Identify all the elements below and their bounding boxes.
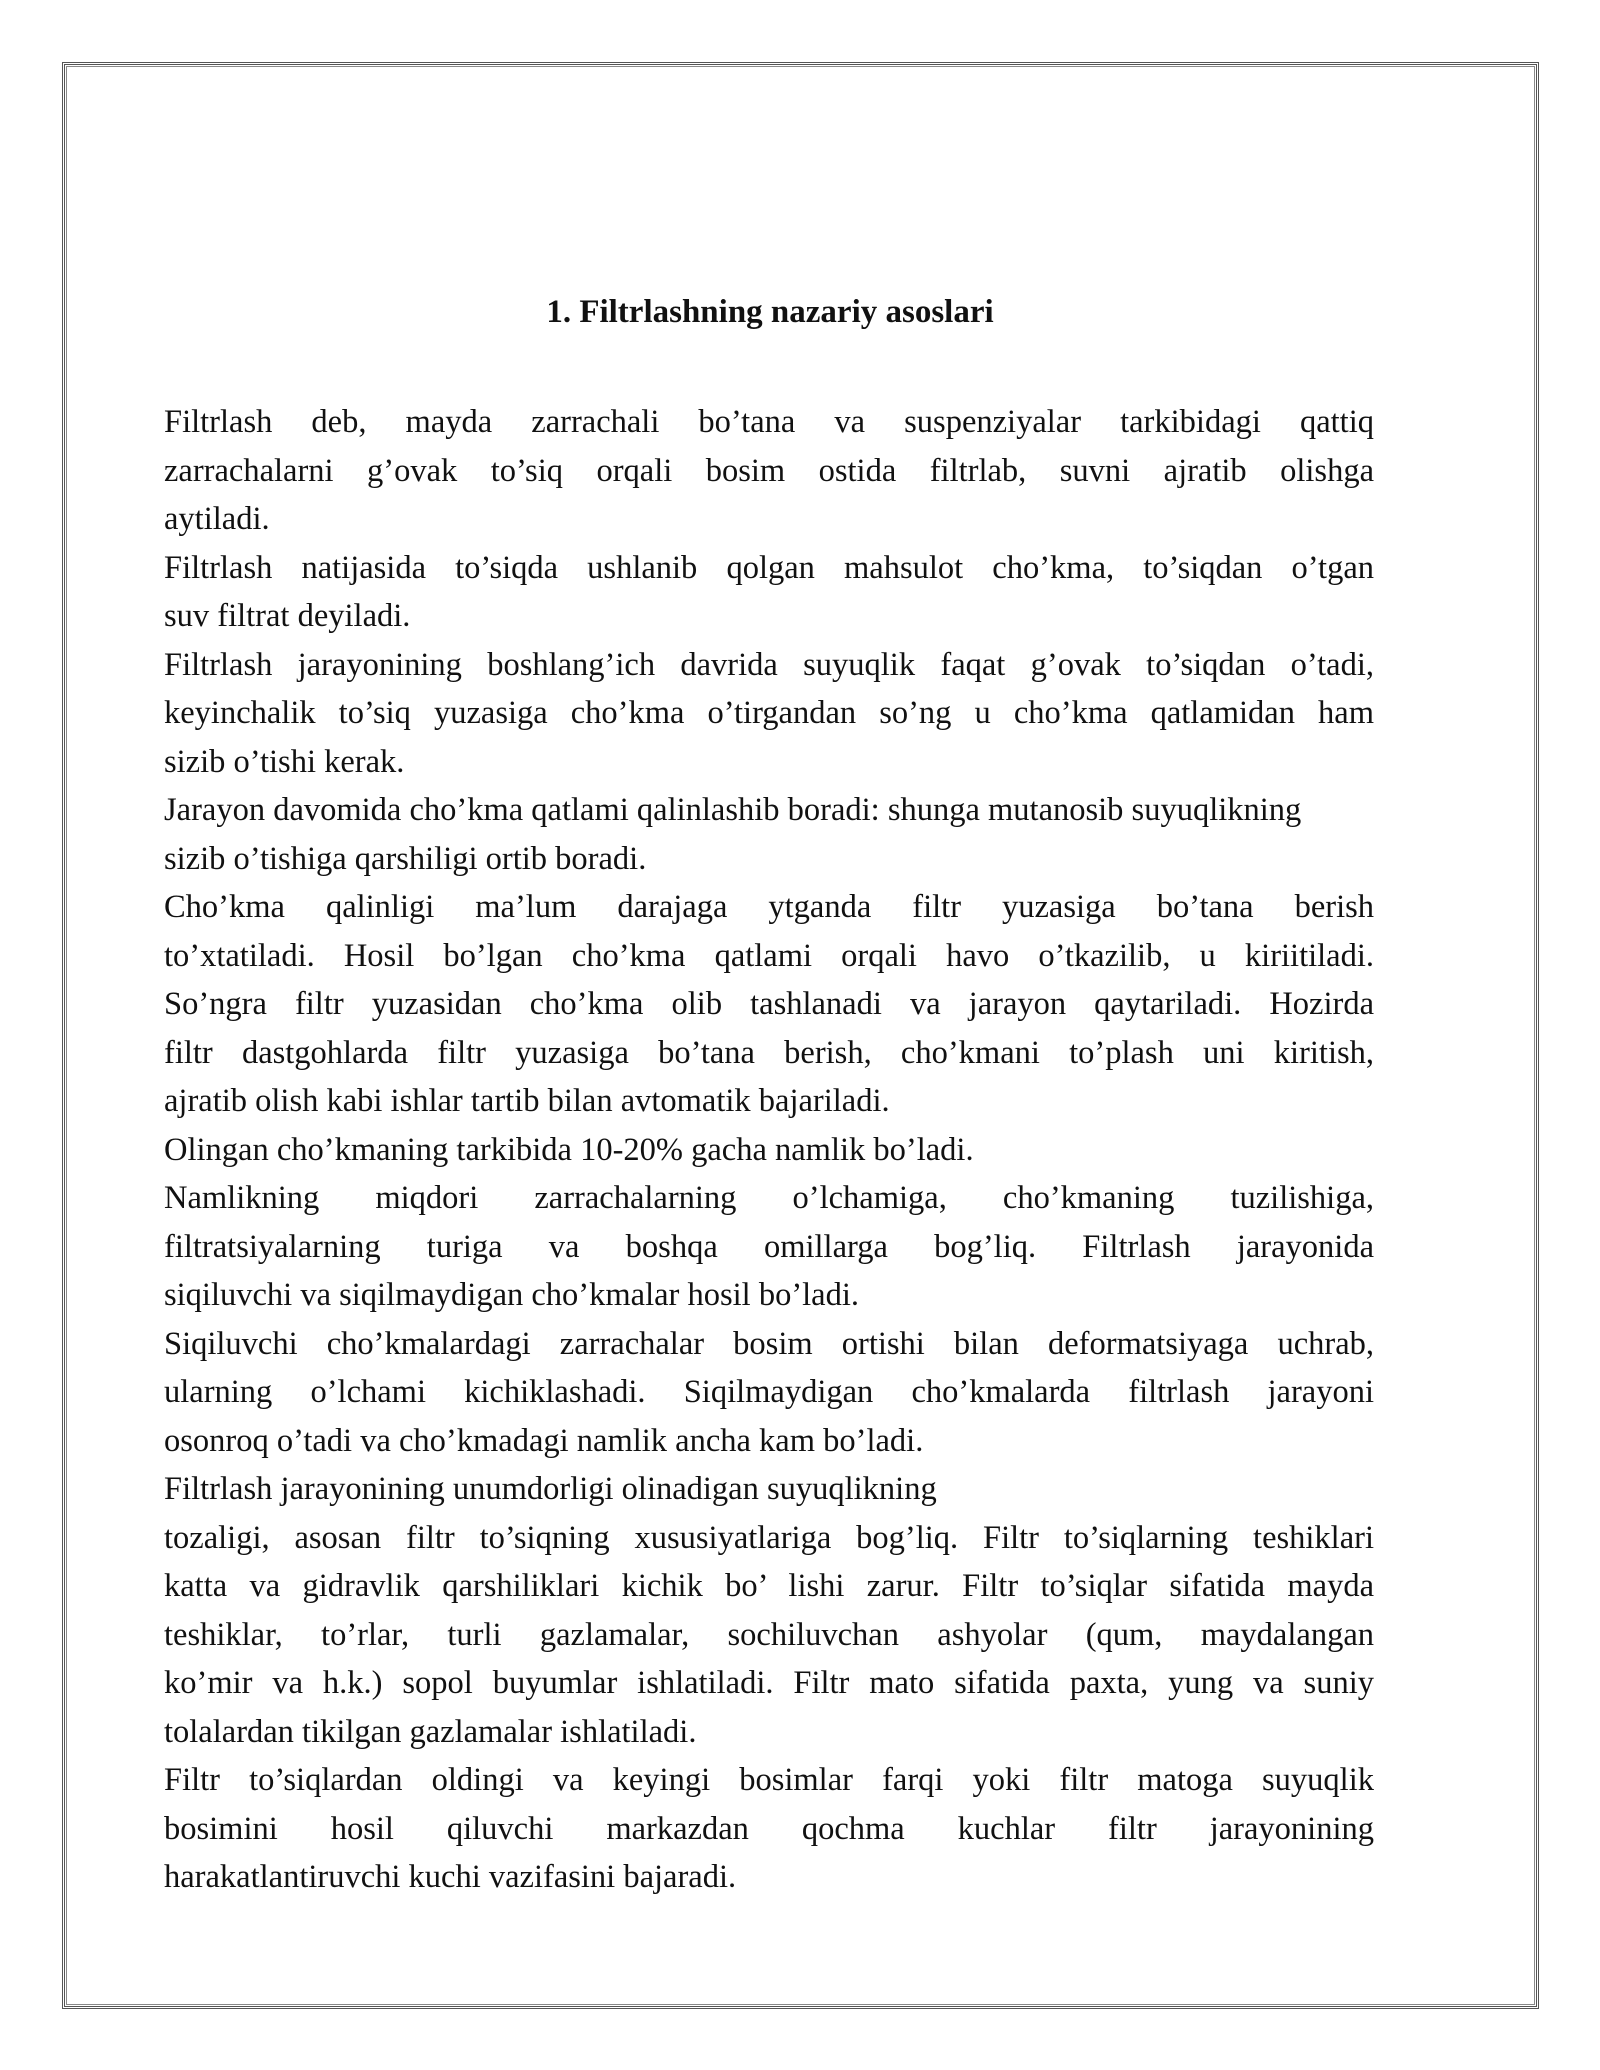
paragraph-10 — [164, 1514, 1374, 1757]
paragraph-7 — [164, 1174, 1374, 1320]
paragraph-11 — [164, 1756, 1374, 1902]
paragraph-3 — [164, 641, 1374, 787]
text-line: keyinchalik to’siq yuzasiga cho’kma o’tirgandan so’ng u cho’kma qatlamidan ham — [164, 695, 1374, 731]
text-line: teshiklar, to’rlar, turli gazlamalar, sochiluvchan ashyolar (qum, maydalangan — [164, 1616, 1374, 1653]
document-body — [164, 398, 1374, 1902]
text-line: siqiluvchi va siqilmaydigan cho’kmalar hosil bo’ladi. — [164, 1277, 860, 1313]
text-line: filtr dastgohlarda filtr yuzasiga bo’tana berish, cho’kmani to’plash uni kiritish, — [164, 1034, 1374, 1071]
text-line: sizib o’tishiga qarshiligi ortib boradi. — [164, 840, 647, 877]
text-line: tolalardan tikilgan gazlamalar ishlatiladi. — [164, 1713, 697, 1750]
text-line: Namlikning miqdori zarrachalarning o’lchamiga, cho’kmaning tuzilishiga, — [164, 1180, 1374, 1216]
paragraph-8 — [164, 1320, 1374, 1466]
text-line: filtratsiyalarning turiga va boshqa omillarga bog’liq. Filtrlash jarayonida — [164, 1228, 1374, 1265]
text-line: Cho’kma qalinligi ma’lum darajaga ytganda filtr yuzasiga bo’tana berish — [164, 889, 1374, 925]
text-line: bosimini hosil qiluvchi markazdan qochma kuchlar filtr jarayonining — [164, 1810, 1374, 1847]
paragraph-1 — [164, 398, 1374, 544]
text-line: to’xtatiladi. Hosil bo’lgan cho’kma qatlami orqali havo o’tkazilib, u kiriitiladi. — [164, 937, 1374, 974]
text-line: Filtrlash deb, mayda zarrachali bo’tana va suspenziyalar tarkibidagi qattiq — [164, 404, 1374, 440]
text-line: Filtrlash natijasida to’siqda ushlanib qolgan mahsulot cho’kma, to’siqdan o’tgan — [164, 549, 1374, 586]
section-title: 1. Filtrlashning nazariy asoslari — [546, 294, 994, 330]
text-line: osonroq o’tadi va cho’kmadagi namlik ancha kam bo’ladi. — [164, 1422, 924, 1459]
text-line: aytiladi. — [164, 501, 270, 537]
text-line: sizib o’tishi kerak. — [164, 743, 405, 780]
text-line: Filtrlash jarayonining boshlang’ich davrida suyuqlik faqat g’ovak to’siqdan o’tadi, — [164, 646, 1374, 683]
text-line: tozaligi, asosan filtr to’siqning xususiyatlariga bog’liq. Filtr to’siqlarning teshiklari — [164, 1519, 1374, 1556]
text-line: Siqiluvchi cho’kmalardagi zarrachalar bosim ortishi bilan deformatsiyaga uchrab, — [164, 1325, 1374, 1362]
text-line: suv filtrat deyiladi. — [164, 598, 411, 634]
text-line: ko’mir va h.k.) sopol buyumlar ishlatiladi. Filtr mato sifatida paxta, yung va suniy — [164, 1665, 1374, 1701]
text-line: zarrachalarni g’ovak to’siq orqali bosim ostida filtrlab, suvni ajratib olishga — [164, 452, 1374, 489]
text-line: ajratib olish kabi ishlar tartib bilan avtomatik bajariladi. — [164, 1083, 890, 1119]
paragraph-5 — [164, 883, 1374, 1126]
paragraph-4 — [164, 786, 1454, 883]
text-line: ularning o’lchami kichiklashadi. Siqilmaydigan cho’kmalarda filtrlash jarayoni — [164, 1374, 1374, 1410]
text-line: katta va gidravlik qarshiliklari kichik bo’ lishi zarur. Filtr to’siqlar sifatida mayda — [164, 1568, 1374, 1604]
text-line: Olingan cho’kmaning tarkibida 10-20% gacha namlik bo’ladi. — [164, 1131, 974, 1168]
text-line: Filtrlash jarayonining unumdorligi olinadigan suyuqlikning — [164, 1471, 937, 1507]
text-line: Filtr to’siqlardan oldingi va keyingi bosimlar farqi yoki filtr matoga suyuqlik — [164, 1762, 1374, 1798]
text-line: Jarayon davomida cho’kma qatlami qalinlashib boradi: shunga mutanosib suyuqlikning — [164, 792, 1302, 828]
paragraph-2 — [164, 544, 1374, 641]
text-line: harakatlantiruvchi kuchi vazifasini bajaradi. — [164, 1859, 737, 1895]
text-line: So’ngra filtr yuzasidan cho’kma olib tashlanadi va jarayon qaytariladi. Hozirda — [164, 986, 1374, 1022]
paragraph-9 — [164, 1465, 1374, 1514]
paragraph-6 — [164, 1126, 1374, 1175]
